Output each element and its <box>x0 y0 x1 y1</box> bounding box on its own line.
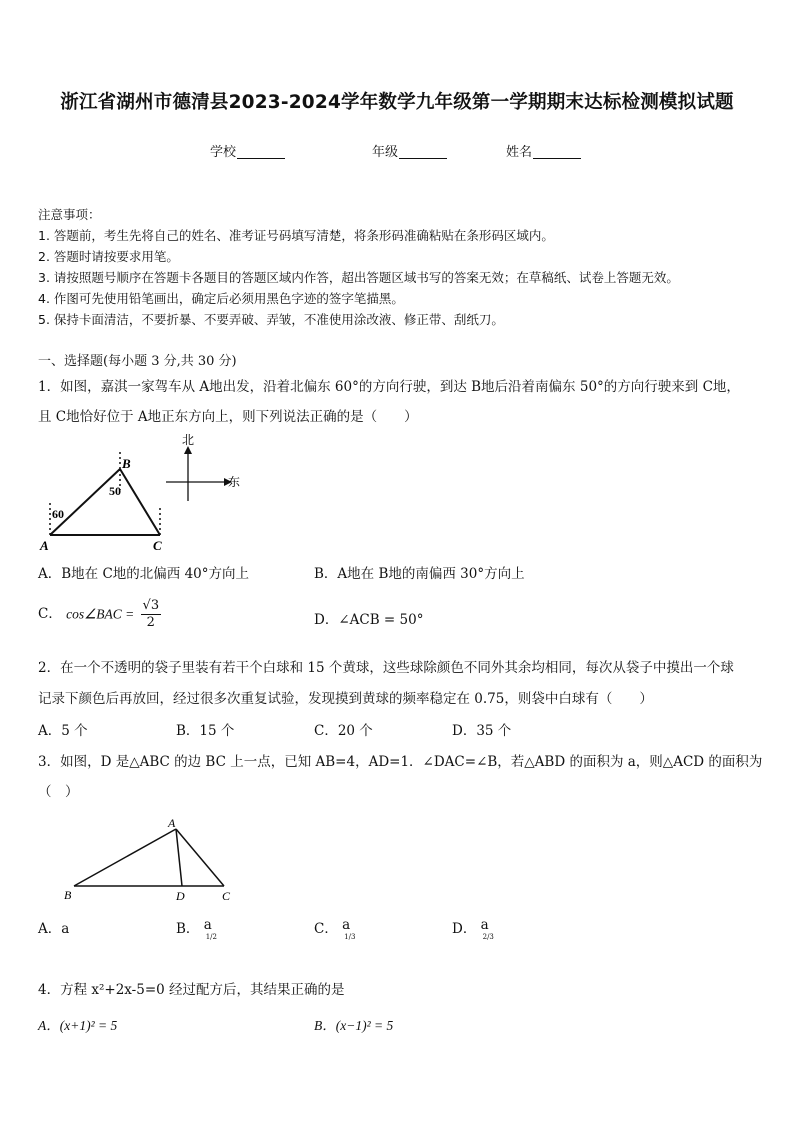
note-item: 3. 请按照题号顺序在答题卡各题目的答题区域内作答，超出答题区域书写的答案无效；在草稿纸、试卷上答题无效。 <box>38 270 679 285</box>
value-top: a <box>203 917 212 933</box>
q2-option-d[interactable]: D．35 个 <box>452 723 512 739</box>
notes-heading: 注意事项： <box>38 207 101 222</box>
q3-option-c-label: C． <box>314 921 338 937</box>
value-top: a <box>342 917 351 933</box>
q1-option-a[interactable]: A．B地在 C地的北偏西 40°方向上 <box>38 566 250 582</box>
q1-option-b[interactable]: B．A地在 B地的南偏西 30°方向上 <box>314 566 525 582</box>
compass-north-arrow <box>184 446 192 454</box>
q2-option-a[interactable]: A．5 个 <box>38 723 88 739</box>
q1-option-c-prefix: C． <box>38 606 62 622</box>
grade-blank[interactable] <box>399 144 447 159</box>
compass-east-label: 东 <box>228 475 241 489</box>
q2-option-c[interactable]: C．20 个 <box>314 723 373 739</box>
section-heading: 一、选择题(每小题 3 分,共 30 分) <box>38 354 237 369</box>
q3-option-b[interactable] <box>176 917 217 941</box>
q3-option-d-value <box>481 917 494 941</box>
q3-option-d[interactable] <box>452 917 494 941</box>
fraction-numerator: √3 <box>142 598 160 613</box>
name-blank[interactable] <box>533 144 581 159</box>
q3-option-c[interactable] <box>314 917 355 941</box>
name-field[interactable] <box>506 141 581 160</box>
q1-figure <box>38 432 258 554</box>
segment-ab <box>50 469 120 535</box>
note-item: 2. 答题时请按要求用笔。 <box>38 249 179 264</box>
value-top: a <box>480 917 489 933</box>
grade-field[interactable] <box>372 141 447 160</box>
q1-option-d[interactable]: D．∠ACB = 50° <box>314 612 424 628</box>
segment-ad <box>176 829 182 886</box>
note-item: 5. 保持卡面清洁，不要折暴、不要弄破、弄皱，不准使用涂改液、修正带、刮纸刀。 <box>38 312 504 327</box>
label-b: B <box>122 456 131 471</box>
label-b: B <box>64 888 72 902</box>
fraction-denominator: 2 <box>146 615 155 630</box>
q3-option-b-value <box>204 917 217 941</box>
q2-option-b[interactable]: B．15 个 <box>176 723 235 739</box>
segment-bc <box>120 469 160 535</box>
angle-50-label: 50 <box>109 484 121 498</box>
q3-stem-line2: （ ） <box>38 784 79 800</box>
q1-stem-line2: 且 C地恰好位于 A地正东方向上，则下列说法正确的是（ ） <box>38 409 418 425</box>
q1-stem-line1: 1．如图，嘉淇一家驾车从 A地出发，沿着北偏东 60°的方向行驶，到达 B地后沿着南偏东 50°的方向行驶来到 C地， <box>38 379 740 395</box>
q3-option-c-value <box>342 917 355 941</box>
q3-figure <box>58 812 248 907</box>
q2-stem-line1: 2．在一个不透明的袋子里装有若干个白球和 15 个黄球，这些球除颜色不同外其余均相同，每次从袋子中摸出一个球 <box>38 660 734 676</box>
segment-ac <box>176 829 224 886</box>
school-blank[interactable] <box>237 144 285 159</box>
school-label: 学校 <box>210 145 237 160</box>
q4-option-a[interactable]: A．(x+1)² = 5 <box>38 1018 118 1033</box>
value-bottom: 1/2 <box>205 933 217 941</box>
name-label: 姓名 <box>506 145 533 160</box>
label-c: C <box>153 538 162 553</box>
q3-stem-line1: 3．如图，D 是△ABC 的边 BC 上一点，已知 AB=4，AD=1．∠DAC=∠B，若△ABD 的面积为 a，则△ACD 的面积为 <box>38 754 763 770</box>
value-bottom: 2/3 <box>482 933 494 941</box>
label-a: A <box>168 816 176 830</box>
label-a: A <box>40 538 49 553</box>
page-title: 浙江省湖州市德清县2023-2024学年数学九年级第一学期期末达标检测模拟试题 <box>60 92 734 113</box>
q1-option-c[interactable] <box>38 598 161 631</box>
q3-option-b-label: B． <box>176 921 200 937</box>
compass-north-label: 北 <box>182 433 195 447</box>
q3-option-a[interactable]: A．a <box>38 921 70 937</box>
label-c: C <box>222 889 231 903</box>
q2-stem-line2: 记录下颜色后再放回，经过很多次重复试验，发现摸到黄球的频率稳定在 0.75，则袋中白球有（ ） <box>38 691 653 707</box>
q3-option-d-label: D． <box>452 921 477 937</box>
q4-option-b[interactable]: B．(x−1)² = 5 <box>314 1018 394 1033</box>
note-item: 1. 答题前，考生先将自己的姓名、准考证号码填写清楚，将条形码准确粘贴在条形码区域内。 <box>38 228 554 243</box>
school-field[interactable] <box>210 141 285 160</box>
note-item: 4. 作图可先使用铅笔画出，确定后必须用黑色字迹的签字笔描黑。 <box>38 291 404 306</box>
q1-option-c-expr: cos∠BAC = <box>66 606 135 622</box>
value-bottom: 1/3 <box>344 933 356 941</box>
segment-ab <box>74 829 176 886</box>
label-d: D <box>176 889 185 903</box>
grade-label: 年级 <box>372 145 399 160</box>
angle-60-label: 60 <box>52 507 64 521</box>
q1-option-c-fraction <box>141 598 162 631</box>
q4-stem: 4．方程 x²+2x-5=0 经过配方后，其结果正确的是 <box>38 982 345 998</box>
